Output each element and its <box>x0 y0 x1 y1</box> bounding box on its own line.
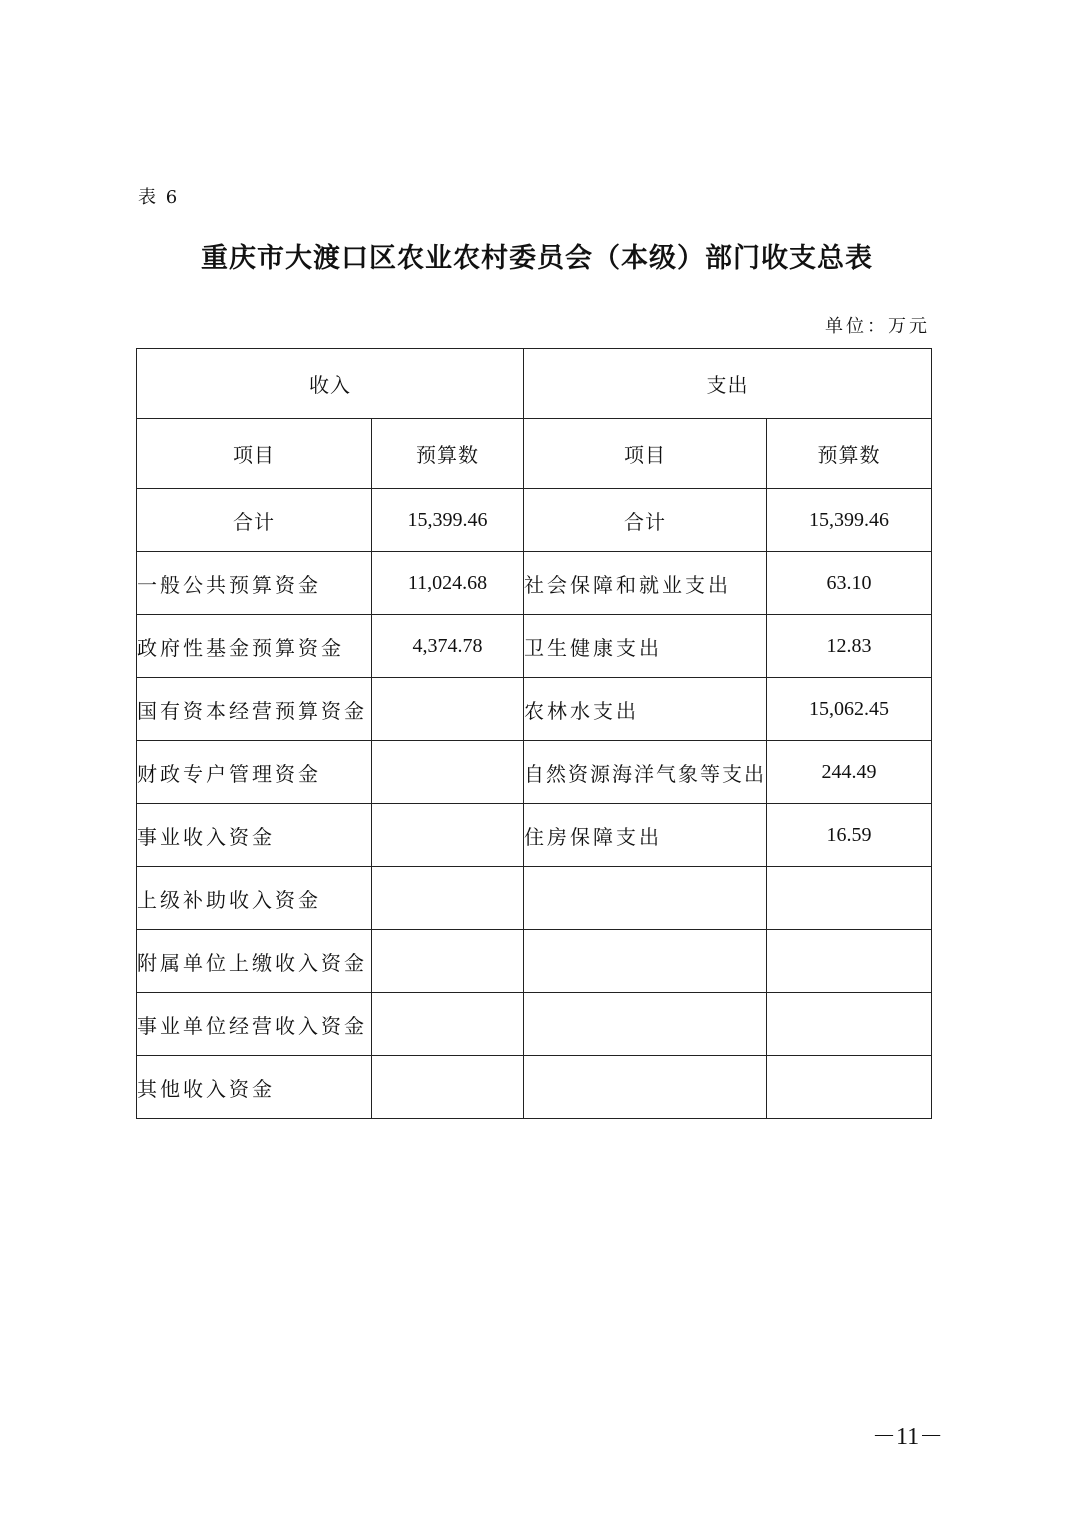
expense-value: 15,062.45 <box>767 678 932 741</box>
table-row <box>137 993 932 1056</box>
expense-item <box>524 993 767 1056</box>
group-header-row <box>137 349 932 419</box>
income-budget-column-header: 预算数 <box>372 419 524 489</box>
expense-value <box>767 867 932 930</box>
income-value <box>372 1056 524 1119</box>
table-number-label: 表 6 <box>138 187 180 208</box>
unit-label: 单位：万元 <box>825 316 930 337</box>
expense-value: 244.49 <box>767 741 932 804</box>
expense-header: 支出 <box>524 349 932 419</box>
expense-item: 社会保障和就业支出 <box>524 552 767 615</box>
table-row <box>137 741 932 804</box>
expense-item <box>524 1056 767 1119</box>
income-value <box>372 993 524 1056</box>
budget-summary-table <box>136 348 932 1119</box>
income-value <box>372 741 524 804</box>
expense-item: 住房保障支出 <box>524 804 767 867</box>
expense-value: 16.59 <box>767 804 932 867</box>
income-value: 4,374.78 <box>372 615 524 678</box>
income-total-value: 15,399.46 <box>372 489 524 552</box>
column-header-row <box>137 419 932 489</box>
expense-item: 农林水支出 <box>524 678 767 741</box>
table-row <box>137 867 932 930</box>
expense-value: 63.10 <box>767 552 932 615</box>
expense-total-label: 合计 <box>524 489 767 552</box>
income-item: 事业收入资金 <box>137 804 372 867</box>
document-title: 重庆市大渡口区农业农村委员会（本级）部门收支总表 <box>201 243 873 274</box>
table-row <box>137 1056 932 1119</box>
income-item: 一般公共预算资金 <box>137 552 372 615</box>
income-item: 附属单位上缴收入资金 <box>137 930 372 993</box>
income-value <box>372 678 524 741</box>
expense-total-value: 15,399.46 <box>767 489 932 552</box>
income-value: 11,024.68 <box>372 552 524 615</box>
income-value <box>372 804 524 867</box>
page-number: －11－ <box>872 1424 944 1450</box>
income-item: 国有资本经营预算资金 <box>137 678 372 741</box>
income-total-label: 合计 <box>137 489 372 552</box>
income-item: 上级补助收入资金 <box>137 867 372 930</box>
expense-item <box>524 867 767 930</box>
income-item-column-header: 项目 <box>137 419 372 489</box>
expense-item <box>524 930 767 993</box>
income-header: 收入 <box>137 349 524 419</box>
table-row <box>137 552 932 615</box>
income-item: 事业单位经营收入资金 <box>137 993 372 1056</box>
expense-budget-column-header: 预算数 <box>767 419 932 489</box>
expense-value: 12.83 <box>767 615 932 678</box>
income-item: 其他收入资金 <box>137 1056 372 1119</box>
total-row <box>137 489 932 552</box>
expense-value <box>767 930 932 993</box>
table-row <box>137 804 932 867</box>
table-row <box>137 678 932 741</box>
table-row <box>137 615 932 678</box>
expense-value <box>767 1056 932 1119</box>
income-item: 政府性基金预算资金 <box>137 615 372 678</box>
income-item: 财政专户管理资金 <box>137 741 372 804</box>
income-value <box>372 867 524 930</box>
expense-item: 自然资源海洋气象等支出 <box>524 741 767 804</box>
expense-value <box>767 993 932 1056</box>
table-row <box>137 930 932 993</box>
income-value <box>372 930 524 993</box>
expense-item-column-header: 项目 <box>524 419 767 489</box>
expense-item: 卫生健康支出 <box>524 615 767 678</box>
